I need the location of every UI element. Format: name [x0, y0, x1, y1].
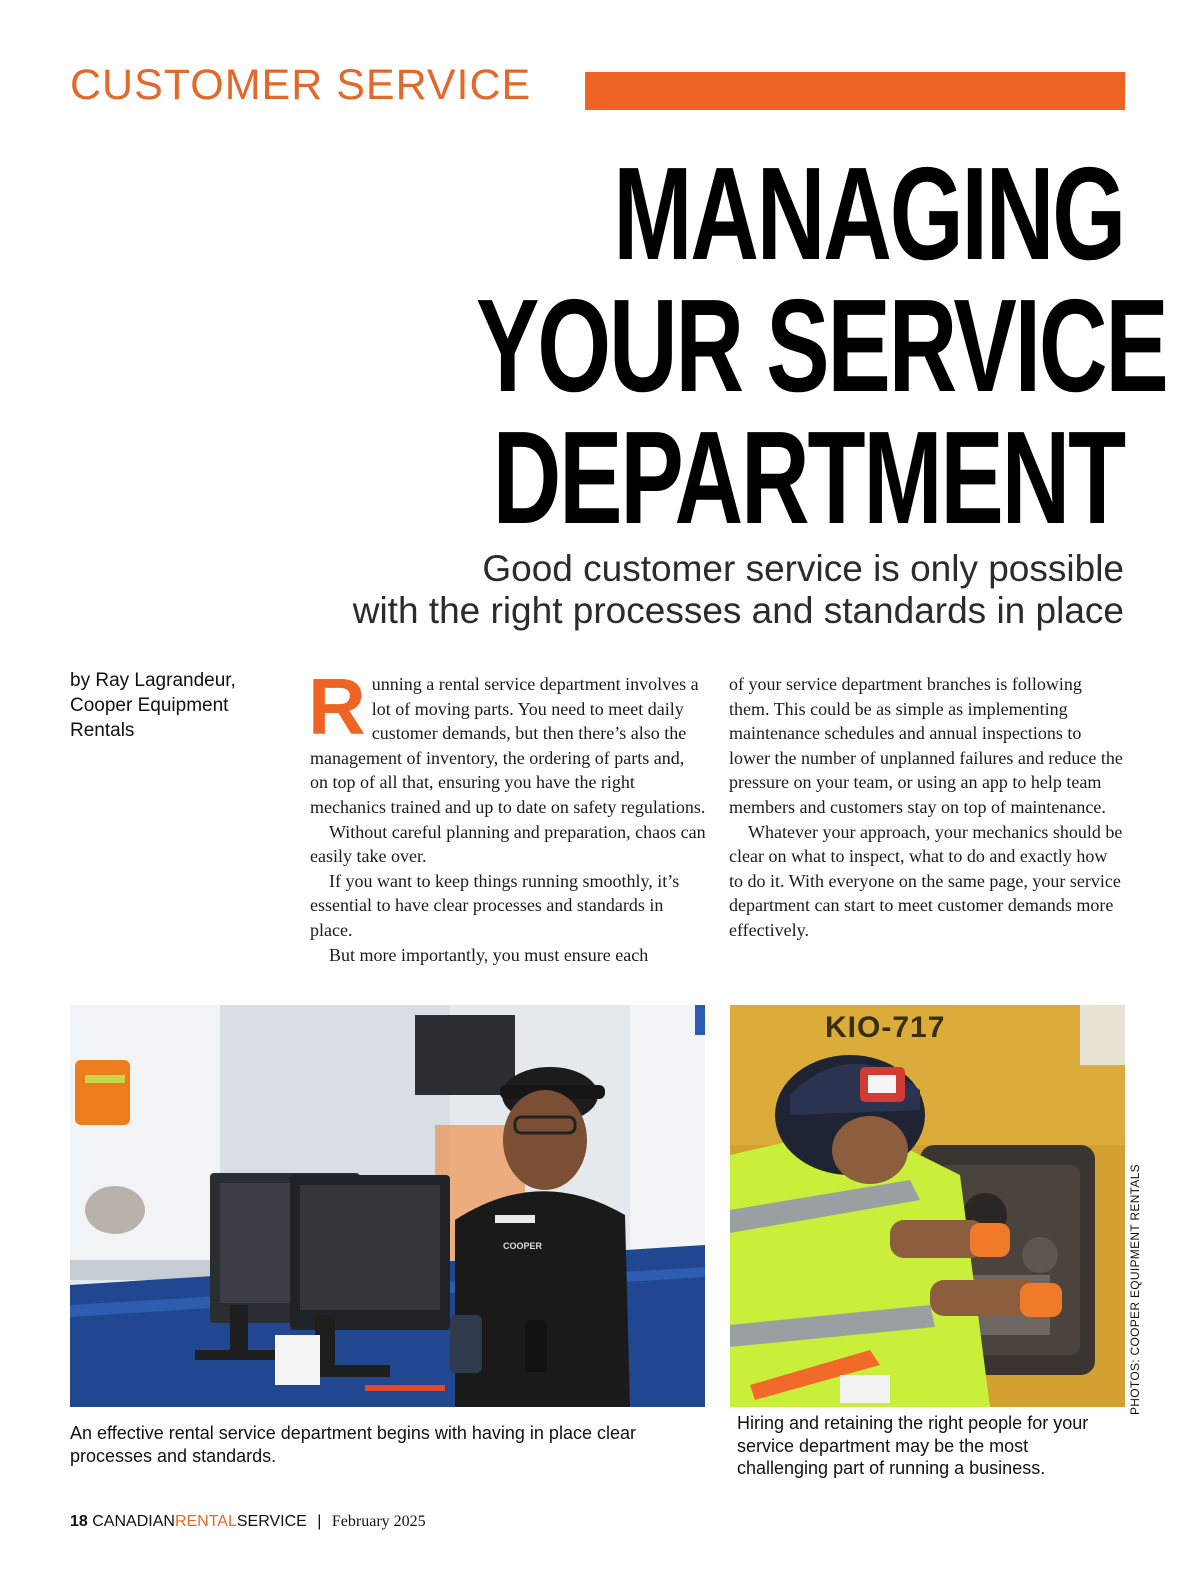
headline-line-1: MANAGING — [613, 140, 1124, 287]
issue-date: February 2025 — [331, 1513, 426, 1530]
body-column-2 — [729, 672, 1125, 943]
photo-2-caption: Hiring and retaining the right people for your service department may be the most challenging part of running a business. — [737, 1413, 1089, 1478]
headline-line-2: YOUR SERVICE — [476, 272, 1167, 419]
byline-line-1: by Ray Lagrandeur, — [70, 670, 236, 691]
photo-credit: PHOTOS: COOPER EQUIPMENT RENTALS — [1128, 1164, 1142, 1415]
magazine-name-part-2: RENTAL — [174, 1513, 237, 1530]
photo-service-counter-illustration — [70, 1005, 705, 1407]
magazine-name — [92, 1513, 307, 1530]
paragraph-6: Whatever your approach, your mechanics should be clear on what to inspect, what to do and exactly how to do it. With everyone on the same page, your service department can start to meet customer demands more effectively. — [729, 821, 1123, 940]
paragraph-4: But more importantly, you must ensure each — [329, 944, 649, 965]
shirt-logo-text: COOPER — [503, 1241, 543, 1251]
byline-line-2: Cooper Equipment — [70, 695, 229, 716]
headline — [476, 140, 1167, 551]
deck — [353, 548, 1124, 632]
drop-cap: R — [308, 662, 366, 751]
paragraph-1-text: unning a rental service department involves a lot of moving parts. You need to meet daily customer demands, but then there’s also the management of inventory, the ordering of parts and, on top of all that, ensuring you have the right mechanics trained and up to date on safety regulations. — [310, 674, 706, 817]
deck-line-2: with the right processes and standards in place — [352, 590, 1124, 631]
paragraph-3: If you want to keep things running smoothly, it’s essential to have clear processes and standards in place. — [310, 870, 680, 940]
deck-line-1: Good customer service is only possible — [482, 548, 1124, 589]
footer-separator: | — [317, 1513, 322, 1530]
byline — [70, 668, 260, 743]
section-label: CUSTOMER SERVICE — [70, 61, 532, 109]
photo-service-counter — [70, 1005, 705, 1407]
paragraph-2: Without careful planning and preparation, chaos can easily take over. — [310, 821, 706, 867]
photo-1-caption: An effective rental service department begins with having in place clear processes and standards. — [70, 1423, 636, 1466]
section-rule — [585, 72, 1125, 110]
photo-mechanic — [730, 1005, 1125, 1407]
page-number: 18 — [70, 1513, 88, 1530]
photo-mechanic-illustration — [730, 1005, 1125, 1407]
magazine-name-part-1: CANADIAN — [92, 1513, 175, 1530]
byline-line-3: Rentals — [70, 720, 135, 741]
paragraph-1 — [308, 662, 706, 820]
page-footer — [70, 1513, 426, 1531]
machine-plate-text: KIO-717 — [825, 1011, 946, 1044]
magazine-name-part-3: SERVICE — [236, 1513, 307, 1530]
paragraph-5: of your service department branches is following them. This could be as simple as implementing maintenance schedules and annual inspections to lower the number of unplanned failures and reduce the pressure on your team, or using an app to help team members and customers stay on top of maintenance. — [729, 674, 1123, 817]
body-column-1 — [308, 662, 706, 967]
headline-line-3: DEPARTMENT — [492, 404, 1124, 551]
